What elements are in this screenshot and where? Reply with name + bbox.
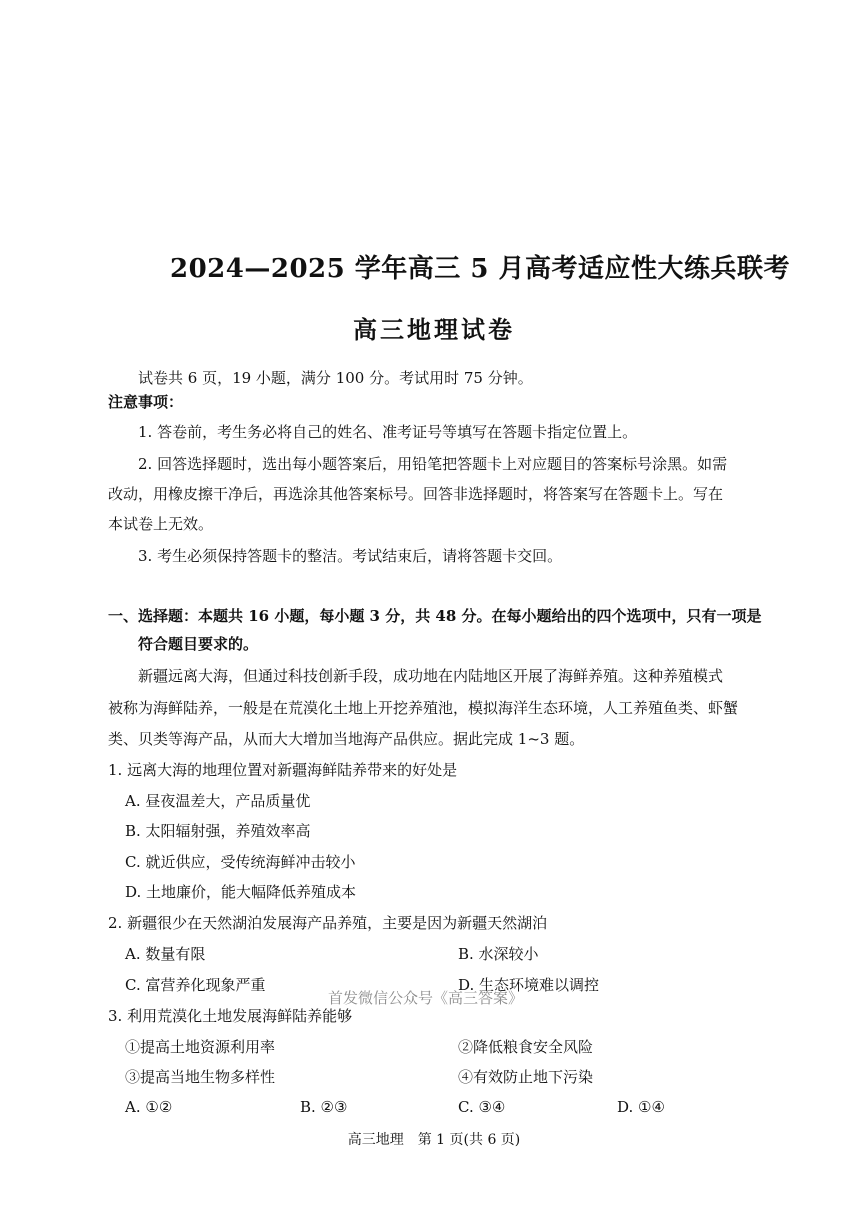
question-3-statement-1: ①提高土地资源利用率: [125, 1038, 276, 1056]
passage-line-2: 被称为海鲜陆养，一般是在荒漠化土地上开挖养殖池，模拟海洋生态环境，人工养殖鱼类、虾蟹: [108, 699, 739, 717]
question-3-statement-2: ②降低粮食安全风险: [458, 1038, 594, 1056]
question-3-statement-3: ③提高当地生物多样性: [125, 1068, 276, 1086]
question-3-option-a: A. ①②: [125, 1098, 173, 1116]
question-2-option-c: C. 富营养化现象严重: [125, 976, 266, 994]
notice-item-3: 3. 考生必须保持答题卡的整洁。考试结束后，请将答题卡交回。: [138, 547, 563, 565]
question-3-option-b: B. ②③: [300, 1098, 348, 1116]
question-3-statement-4: ④有效防止地下污染: [458, 1068, 594, 1086]
exam-title: 2024—2025 学年高三 5 月高考适应性大练兵联考: [170, 254, 790, 284]
question-2-option-a: A. 数量有限: [125, 945, 206, 963]
passage-line-3: 类、贝类等海产品，从而大大增加当地海产品供应。据此完成 1~3 题。: [108, 730, 585, 748]
question-2-option-b: B. 水深较小: [458, 945, 539, 963]
notice-title: 注意事项：: [108, 393, 184, 411]
question-1-option-a: A. 昼夜温差大，产品质量优: [125, 792, 311, 810]
watermark-text: 首发微信公众号《高三答案》: [328, 989, 524, 1007]
question-3-stem: 3. 利用荒漠化土地发展海鲜陆养能够: [108, 1007, 353, 1025]
question-2-stem: 2. 新疆很少在天然湖泊发展海产品养殖，主要是因为新疆天然湖泊: [108, 914, 548, 932]
notice-item-2-line-2: 改动，用橡皮擦干净后，再选涂其他答案标号。回答非选择题时，将答案写在答题卡上。写在: [108, 485, 724, 503]
question-1-option-b: B. 太阳辐射强，养殖效率高: [125, 822, 311, 840]
question-1-stem: 1. 远离大海的地理位置对新疆海鲜陆养带来的好处是: [108, 761, 458, 779]
subject-title: 高三地理试卷: [353, 315, 515, 344]
section-heading-line-1: 一、选择题：本题共 16 小题，每小题 3 分，共 48 分。在每小题给出的四个选项中，只有一项是: [108, 607, 762, 625]
page-footer: 高三地理 第 1 页(共 6 页): [347, 1132, 521, 1148]
notice-item-2-line-1: 2. 回答选择题时，选出每小题答案后，用铅笔把答题卡上对应题目的答案标号涂黑。如需: [138, 455, 728, 473]
notice-item-2-line-3: 本试卷上无效。: [108, 515, 214, 533]
question-1-option-d: D. 土地廉价，能大幅降低养殖成本: [125, 883, 357, 901]
notice-item-1: 1. 答卷前，考生务必将自己的姓名、准考证号等填写在答题卡指定位置上。: [138, 423, 638, 441]
question-3-option-c: C. ③④: [458, 1098, 506, 1116]
passage-line-1: 新疆远离大海，但通过科技创新手段，成功地在内陆地区开展了海鲜养殖。这种养殖模式: [138, 667, 724, 685]
question-2-option-d: D. 生态环境难以调控: [458, 976, 600, 994]
exam-summary: 试卷共 6 页，19 小题，满分 100 分。考试用时 75 分钟。: [138, 369, 533, 387]
section-heading-line-2: 符合题目要求的。: [138, 635, 259, 653]
question-1-option-c: C. 就近供应，受传统海鲜冲击较小: [125, 853, 356, 871]
question-3-option-d: D. ①④: [617, 1098, 665, 1116]
